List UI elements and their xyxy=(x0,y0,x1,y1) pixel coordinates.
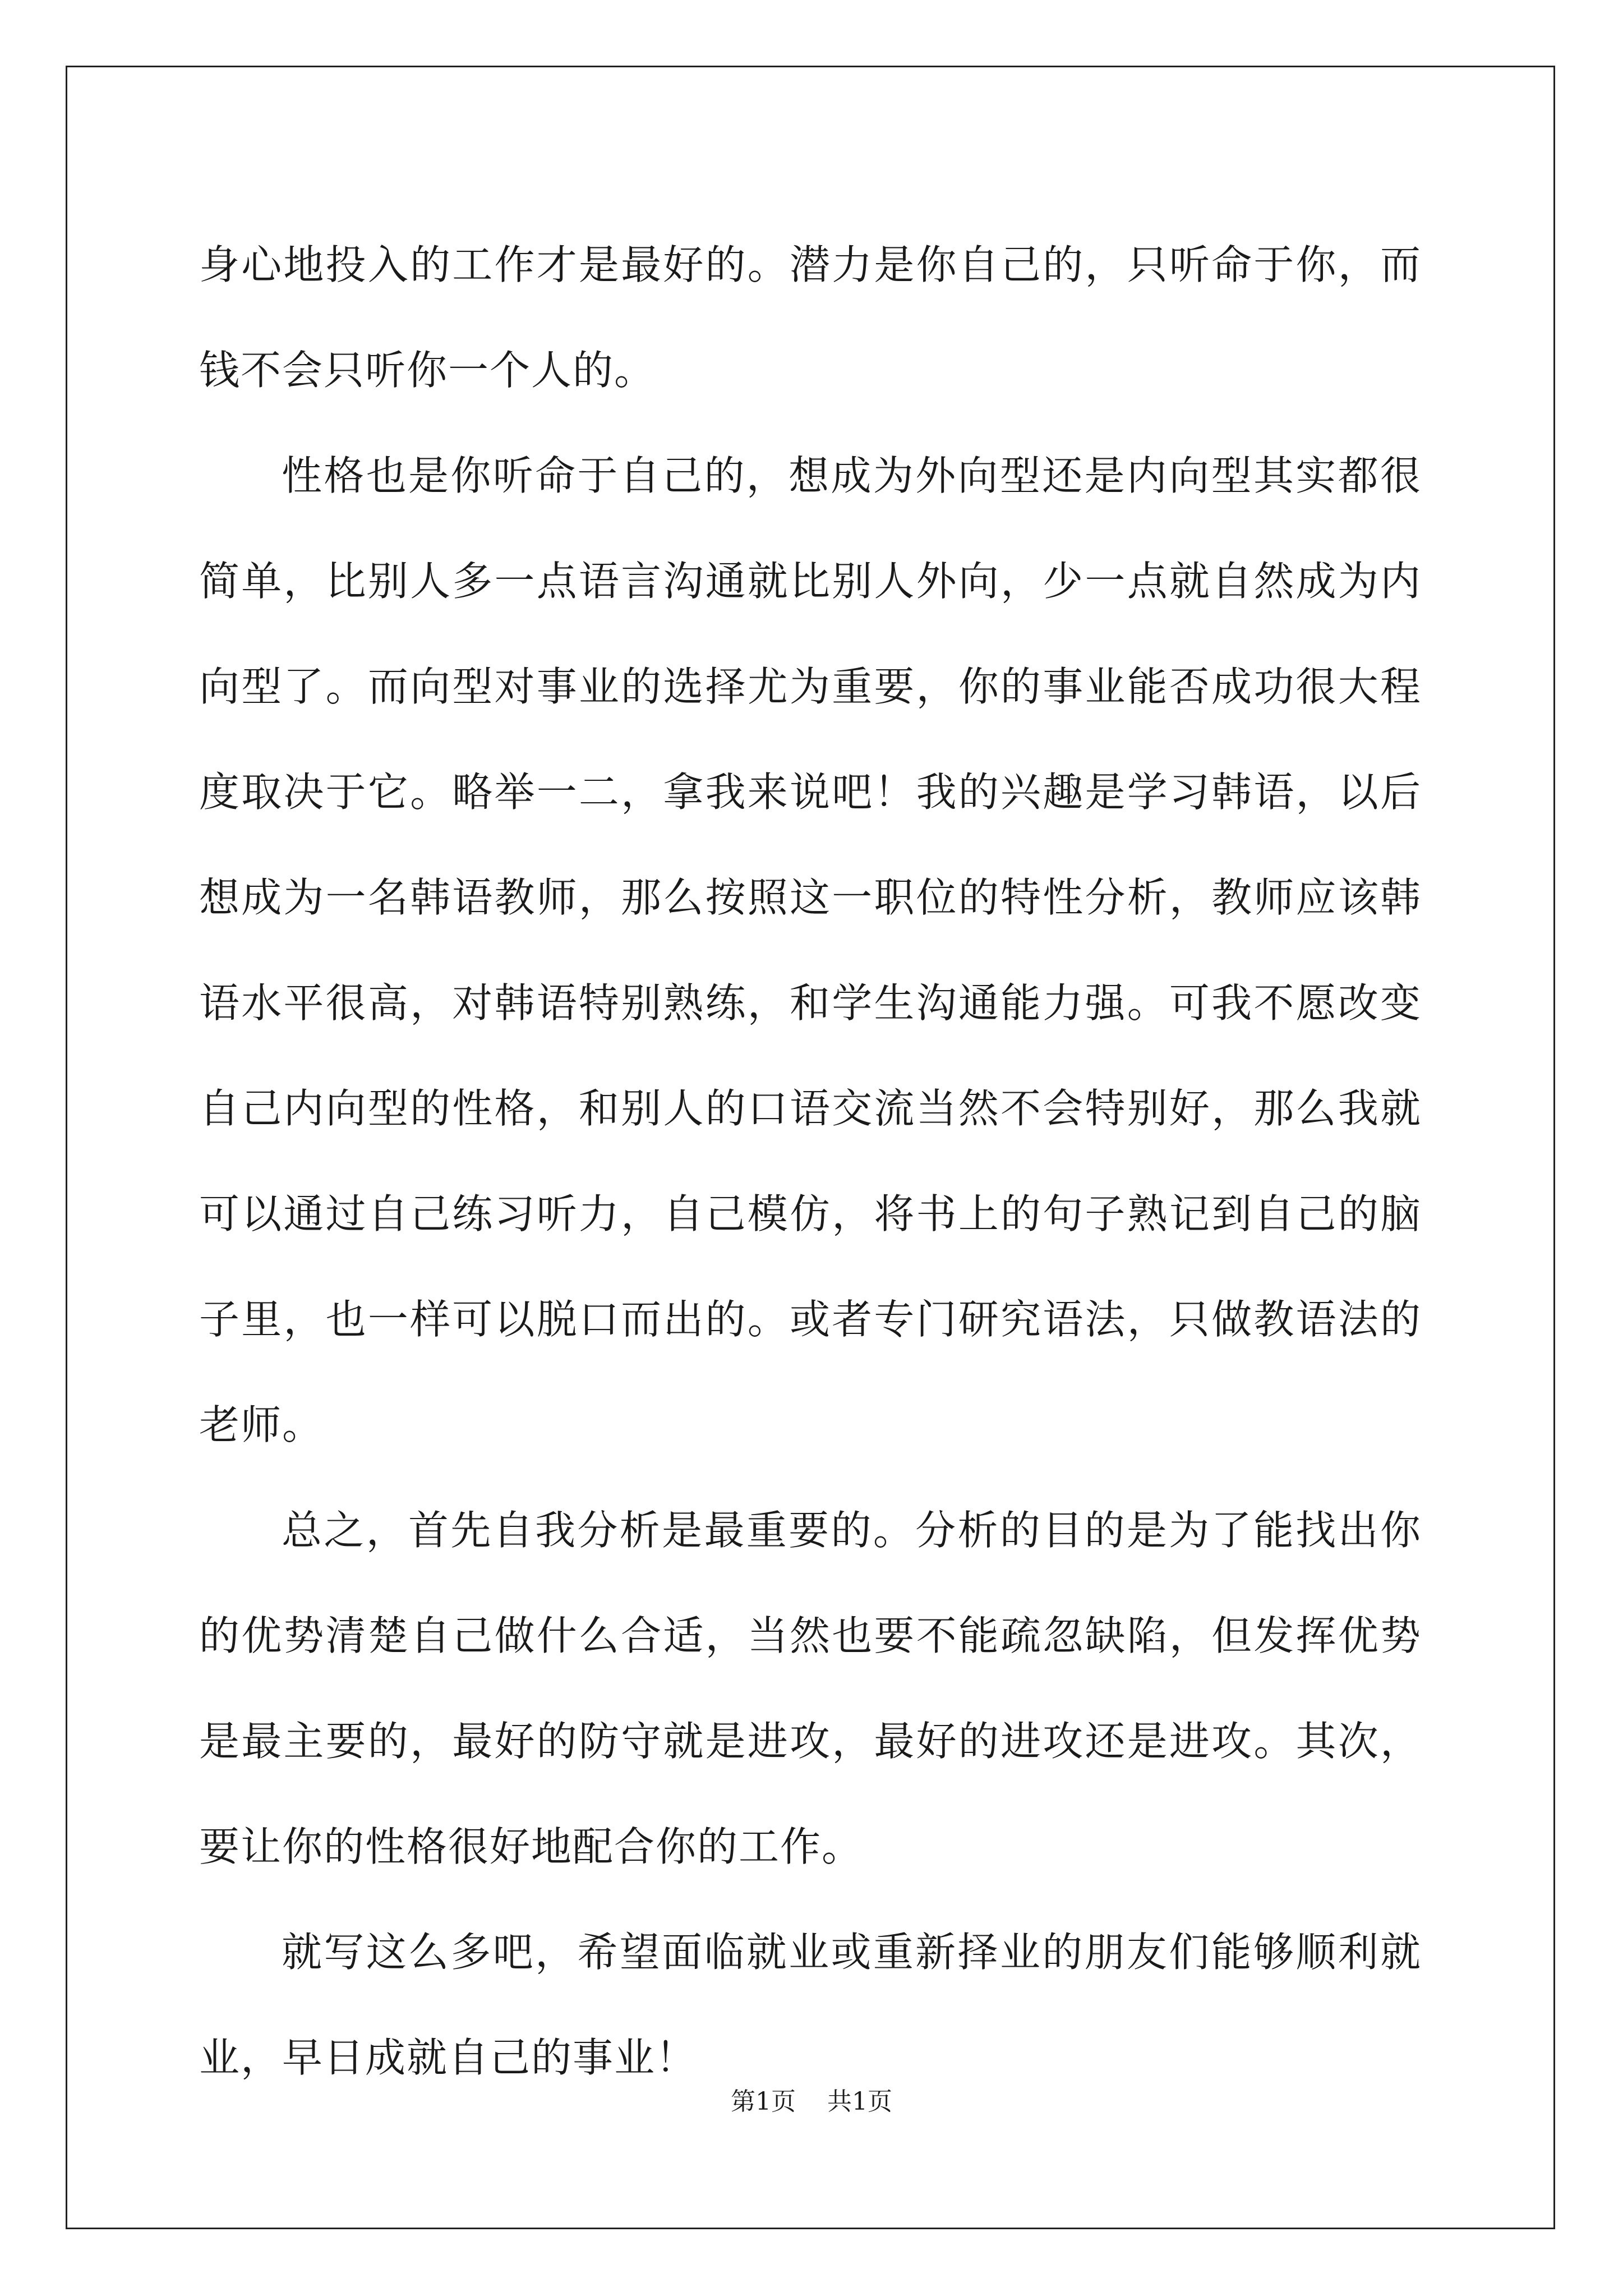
paragraph: 就写这么多吧，希望面临就业或重新择业的朋友们能够顺利就业，早日成就自己的事业！ xyxy=(199,1929,1422,2081)
paragraph: 身心地投入的工作才是最好的。潜力是你自己的，只听命于你，而钱不会只听你一个人的。 xyxy=(199,241,1422,394)
document-body xyxy=(199,212,1422,2110)
paragraph: 总之，首先自我分析是最重要的。分析的目的是为了能找出你的优势清楚自己做什么合适，当然也要不能疏忽缺陷，但发挥优势是最主要的，最好的防守就是进攻，最好的进攻还是进攻。其次，要让你的性格很好地配合你的工作。 xyxy=(199,1507,1422,1870)
paragraph: 性格也是你听命于自己的，想成为外向型还是内向型其实都很简单，比别人多一点语言沟通就比别人外向，少一点就自然成为内向型了。而向型对事业的选择尤为重要，你的事业能否成功很大程度取决于它。略举一二，拿我来说吧！我的兴趣是学习韩语，以后想成为一名韩语教师，那么按照这一职位的特性分析，教师应该韩语水平很高，对韩语特别熟练，和学生沟通能力强。可我不愿改变自己内向型的性格，和别人的口语交流当然不会特别好，那么我就可以通过自己练习听力，自己模仿，将书上的句子熟记到自己的脑子里，也一样可以脱口而出的。或者专门研究语法，只做教语法的老师。 xyxy=(199,452,1422,1448)
page-number: 第1页 共1页 xyxy=(731,2087,892,2116)
